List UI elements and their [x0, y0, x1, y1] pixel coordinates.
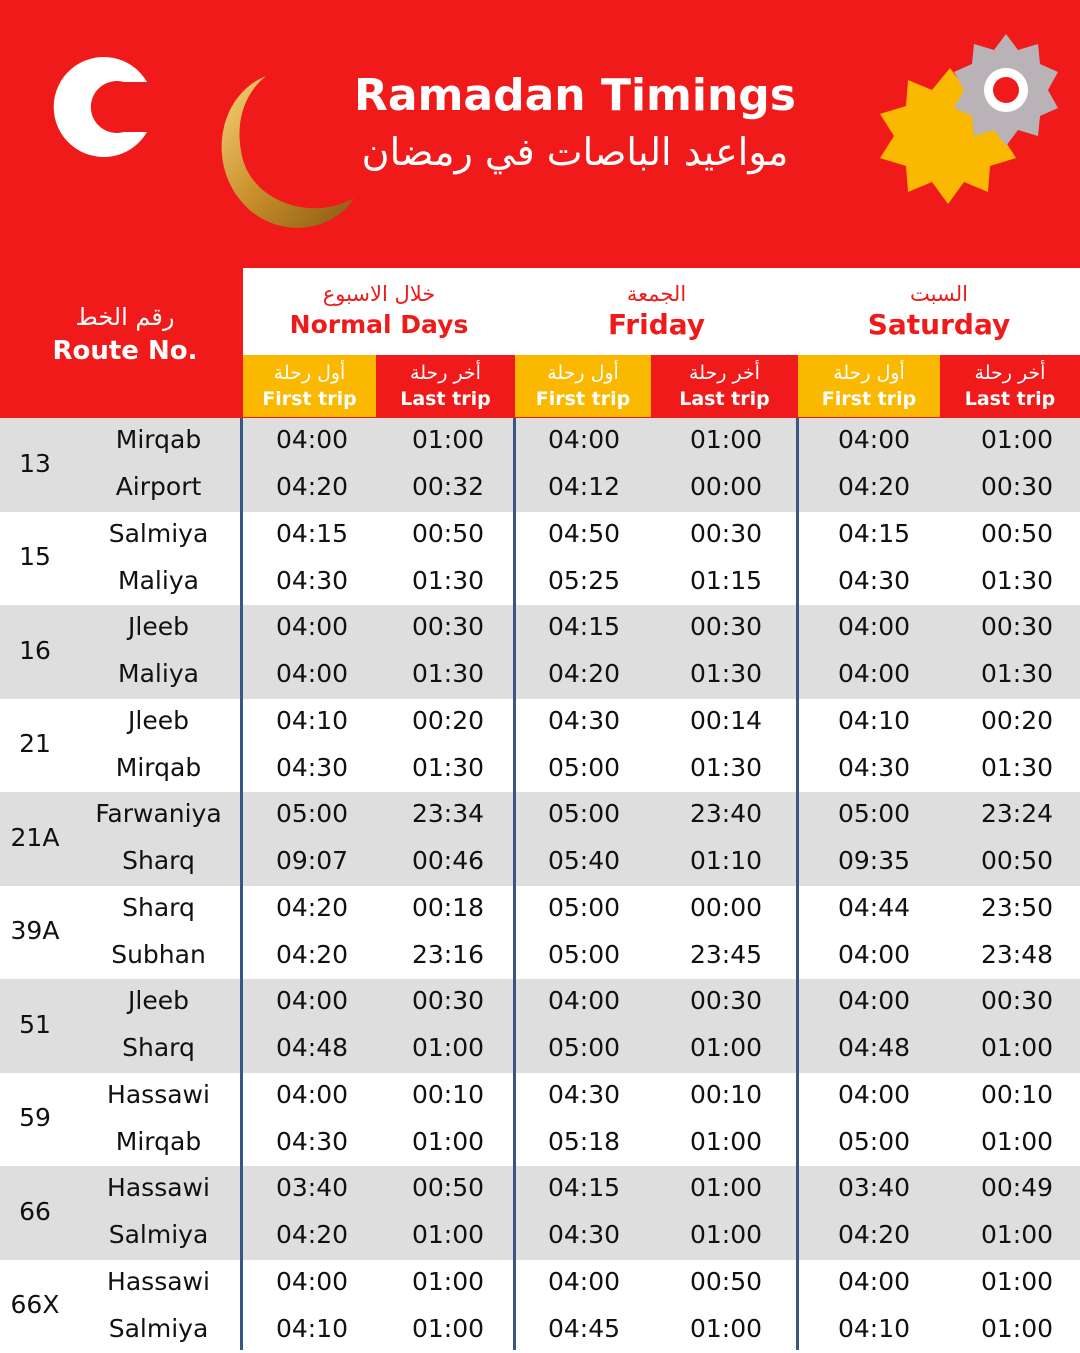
saturday-header [798, 280, 1080, 342]
first-trip-time: 04:30 [824, 753, 924, 782]
first-trip-time: 05:00 [534, 753, 634, 782]
first-trip-time: 04:00 [824, 986, 924, 1015]
first-trip-time: 04:30 [262, 1127, 362, 1156]
friday-header-ar: الجمعة [515, 280, 798, 308]
first-trip-label-ar: أول رحلة [798, 360, 940, 386]
route-number: 51 [0, 1010, 70, 1039]
first-trip-time: 04:00 [824, 940, 924, 969]
first-trip-time: 04:44 [824, 893, 924, 922]
first-trip-time: 04:20 [262, 940, 362, 969]
stop-name: Jleeb [86, 612, 231, 641]
saturday-first-trip-header [798, 355, 940, 417]
first-trip-time: 04:20 [824, 1220, 924, 1249]
stop-name: Hassawi [86, 1267, 231, 1296]
stop-name: Hassawi [86, 1173, 231, 1202]
route-no-header [30, 300, 220, 368]
first-trip-time: 04:00 [824, 1080, 924, 1109]
last-trip-label-en: Last trip [376, 386, 515, 412]
first-trip-time: 04:00 [262, 659, 362, 688]
last-trip-time: 00:50 [967, 846, 1067, 875]
first-trip-time: 05:40 [534, 846, 634, 875]
route-group [0, 979, 1080, 1073]
first-trip-time: 04:00 [262, 425, 362, 454]
last-trip-time: 00:32 [398, 472, 498, 501]
first-trip-time: 04:00 [262, 612, 362, 641]
route-group [0, 699, 1080, 793]
stop-name: Salmiya [86, 1314, 231, 1343]
first-trip-time: 04:48 [262, 1033, 362, 1062]
islamic-star-icon [866, 28, 1066, 228]
first-trip-time: 04:20 [262, 472, 362, 501]
route-number: 66X [0, 1290, 70, 1319]
route-number: 21 [0, 729, 70, 758]
route-no-header-ar: رقم الخط [30, 300, 220, 334]
friday-header [515, 280, 798, 342]
last-trip-time: 00:18 [398, 893, 498, 922]
route-group [0, 792, 1080, 886]
page-title-arabic: مواعيد الباصات في رمضان [330, 130, 820, 174]
stop-name: Sharq [86, 893, 231, 922]
last-trip-time: 01:30 [967, 659, 1067, 688]
first-trip-time: 03:40 [262, 1173, 362, 1202]
last-trip-time: 01:00 [676, 1033, 776, 1062]
last-trip-time: 01:00 [967, 1314, 1067, 1343]
last-trip-time: 00:30 [398, 612, 498, 641]
first-trip-label-en: First trip [243, 386, 376, 412]
friday-last-trip-header [651, 355, 798, 417]
first-trip-time: 04:12 [534, 472, 634, 501]
last-trip-time: 01:30 [967, 753, 1067, 782]
last-trip-time: 01:15 [676, 566, 776, 595]
last-trip-time: 01:30 [398, 659, 498, 688]
stop-name: Mirqab [86, 425, 231, 454]
stop-name: Hassawi [86, 1080, 231, 1109]
first-trip-time: 04:50 [534, 519, 634, 548]
first-trip-time: 04:00 [824, 1267, 924, 1296]
first-trip-time: 04:00 [534, 425, 634, 454]
first-trip-time: 04:10 [262, 1314, 362, 1343]
first-trip-time: 04:15 [262, 519, 362, 548]
last-trip-label-en: Last trip [940, 386, 1080, 412]
last-trip-label-ar: أخر رحلة [376, 360, 515, 386]
route-number: 16 [0, 636, 70, 665]
first-trip-label-en: First trip [798, 386, 940, 412]
last-trip-label-en: Last trip [651, 386, 798, 412]
first-trip-time: 04:20 [262, 1220, 362, 1249]
normal-days-header-en: Normal Days [243, 308, 515, 342]
last-trip-time: 01:10 [676, 846, 776, 875]
first-trip-time: 04:30 [534, 1080, 634, 1109]
last-trip-time: 00:50 [398, 519, 498, 548]
last-trip-time: 01:00 [967, 425, 1067, 454]
last-trip-time: 00:14 [676, 706, 776, 735]
first-trip-time: 04:10 [824, 706, 924, 735]
capital-c-logo-icon [52, 52, 162, 162]
last-trip-time: 01:00 [676, 1220, 776, 1249]
last-trip-time: 00:30 [676, 986, 776, 1015]
first-trip-time: 04:15 [534, 612, 634, 641]
first-trip-time: 03:40 [824, 1173, 924, 1202]
first-trip-time: 04:00 [262, 1080, 362, 1109]
last-trip-time: 23:16 [398, 940, 498, 969]
stop-name: Maliya [86, 566, 231, 595]
last-trip-time: 01:30 [398, 753, 498, 782]
page-title: Ramadan Timings [330, 70, 820, 121]
first-trip-time: 05:00 [534, 799, 634, 828]
normal-last-trip-header [376, 355, 515, 417]
last-trip-time: 01:30 [398, 566, 498, 595]
column-divider [513, 418, 516, 1350]
last-trip-time: 01:30 [676, 753, 776, 782]
last-trip-time: 23:45 [676, 940, 776, 969]
last-trip-time: 23:50 [967, 893, 1067, 922]
first-trip-time: 04:30 [534, 1220, 634, 1249]
route-number: 21A [0, 823, 70, 852]
first-trip-time: 04:10 [262, 706, 362, 735]
first-trip-time: 05:18 [534, 1127, 634, 1156]
last-trip-label-ar: أخر رحلة [651, 360, 798, 386]
first-trip-time: 04:00 [824, 425, 924, 454]
first-trip-time: 05:25 [534, 566, 634, 595]
route-group [0, 886, 1080, 980]
first-trip-time: 04:30 [534, 706, 634, 735]
stop-name: Mirqab [86, 1127, 231, 1156]
last-trip-time: 00:20 [398, 706, 498, 735]
first-trip-time: 04:00 [262, 986, 362, 1015]
saturday-header-en: Saturday [798, 308, 1080, 342]
last-trip-time: 01:00 [967, 1033, 1067, 1062]
column-divider [240, 418, 243, 1350]
last-trip-time: 01:00 [676, 1173, 776, 1202]
last-trip-time: 01:00 [398, 425, 498, 454]
route-group [0, 512, 1080, 606]
last-trip-time: 01:00 [967, 1127, 1067, 1156]
last-trip-time: 00:50 [398, 1173, 498, 1202]
last-trip-time: 00:20 [967, 706, 1067, 735]
first-trip-time: 04:30 [262, 753, 362, 782]
stop-name: Jleeb [86, 706, 231, 735]
first-trip-label-en: First trip [515, 386, 651, 412]
first-trip-time: 04:30 [824, 566, 924, 595]
column-divider [796, 418, 799, 1350]
last-trip-time: 00:30 [676, 612, 776, 641]
route-group [0, 1073, 1080, 1167]
last-trip-time: 00:30 [967, 612, 1067, 641]
last-trip-time: 00:46 [398, 846, 498, 875]
route-group [0, 1166, 1080, 1260]
last-trip-time: 00:10 [398, 1080, 498, 1109]
first-trip-time: 04:00 [534, 986, 634, 1015]
last-trip-time: 00:30 [676, 519, 776, 548]
last-trip-time: 00:50 [967, 519, 1067, 548]
last-trip-time: 01:00 [676, 1314, 776, 1343]
last-trip-time: 00:30 [967, 472, 1067, 501]
first-trip-time: 04:15 [534, 1173, 634, 1202]
route-no-header-en: Route No. [30, 334, 220, 368]
last-trip-time: 00:50 [676, 1267, 776, 1296]
first-trip-label-ar: أول رحلة [515, 360, 651, 386]
first-trip-time: 05:00 [534, 1033, 634, 1062]
last-trip-time: 00:49 [967, 1173, 1067, 1202]
last-trip-time: 00:30 [967, 986, 1067, 1015]
route-number: 39A [0, 916, 70, 945]
last-trip-time: 01:00 [398, 1127, 498, 1156]
last-trip-time: 00:00 [676, 472, 776, 501]
first-trip-time: 04:48 [824, 1033, 924, 1062]
route-number: 15 [0, 542, 70, 571]
normal-first-trip-header [243, 355, 376, 417]
first-trip-time: 05:00 [824, 799, 924, 828]
first-trip-time: 04:20 [824, 472, 924, 501]
first-trip-time: 09:07 [262, 846, 362, 875]
saturday-header-ar: السبت [798, 280, 1080, 308]
route-group [0, 605, 1080, 699]
timetable-body [0, 418, 1080, 1350]
stop-name: Maliya [86, 659, 231, 688]
last-trip-time: 23:34 [398, 799, 498, 828]
stop-name: Mirqab [86, 753, 231, 782]
first-trip-time: 04:00 [824, 612, 924, 641]
first-trip-time: 05:00 [534, 940, 634, 969]
first-trip-time: 04:30 [262, 566, 362, 595]
stop-name: Salmiya [86, 519, 231, 548]
last-trip-time: 23:24 [967, 799, 1067, 828]
last-trip-time: 01:00 [398, 1033, 498, 1062]
saturday-last-trip-header [940, 355, 1080, 417]
route-group [0, 1260, 1080, 1353]
last-trip-label-ar: أخر رحلة [940, 360, 1080, 386]
last-trip-time: 00:00 [676, 893, 776, 922]
first-trip-label-ar: أول رحلة [243, 360, 376, 386]
stop-name: Subhan [86, 940, 231, 969]
last-trip-time: 01:00 [398, 1314, 498, 1343]
route-group [0, 418, 1080, 512]
stop-name: Farwaniya [86, 799, 231, 828]
first-trip-time: 05:00 [824, 1127, 924, 1156]
friday-header-en: Friday [515, 308, 798, 342]
normal-days-header [243, 280, 515, 342]
last-trip-time: 01:30 [676, 659, 776, 688]
first-trip-time: 04:00 [824, 659, 924, 688]
first-trip-time: 04:20 [262, 893, 362, 922]
last-trip-time: 01:00 [676, 425, 776, 454]
first-trip-time: 04:15 [824, 519, 924, 548]
last-trip-time: 23:40 [676, 799, 776, 828]
route-number: 13 [0, 449, 70, 478]
last-trip-time: 01:00 [967, 1267, 1067, 1296]
last-trip-time: 00:10 [676, 1080, 776, 1109]
first-trip-time: 05:00 [262, 799, 362, 828]
first-trip-time: 05:00 [534, 893, 634, 922]
first-trip-time: 04:00 [534, 1267, 634, 1296]
first-trip-time: 04:45 [534, 1314, 634, 1343]
first-trip-time: 09:35 [824, 846, 924, 875]
stop-name: Jleeb [86, 986, 231, 1015]
stop-name: Airport [86, 472, 231, 501]
first-trip-time: 04:20 [534, 659, 634, 688]
normal-days-header-ar: خلال الاسبوع [243, 280, 515, 308]
last-trip-time: 01:30 [967, 566, 1067, 595]
stop-name: Sharq [86, 1033, 231, 1062]
last-trip-time: 23:48 [967, 940, 1067, 969]
stop-name: Sharq [86, 846, 231, 875]
first-trip-time: 04:10 [824, 1314, 924, 1343]
last-trip-time: 01:00 [398, 1220, 498, 1249]
route-number: 66 [0, 1197, 70, 1226]
stop-name: Salmiya [86, 1220, 231, 1249]
last-trip-time: 01:00 [676, 1127, 776, 1156]
friday-first-trip-header [515, 355, 651, 417]
last-trip-time: 01:00 [398, 1267, 498, 1296]
last-trip-time: 01:00 [967, 1220, 1067, 1249]
route-number: 59 [0, 1103, 70, 1132]
last-trip-time: 00:30 [398, 986, 498, 1015]
first-trip-time: 04:00 [262, 1267, 362, 1296]
last-trip-time: 00:10 [967, 1080, 1067, 1109]
